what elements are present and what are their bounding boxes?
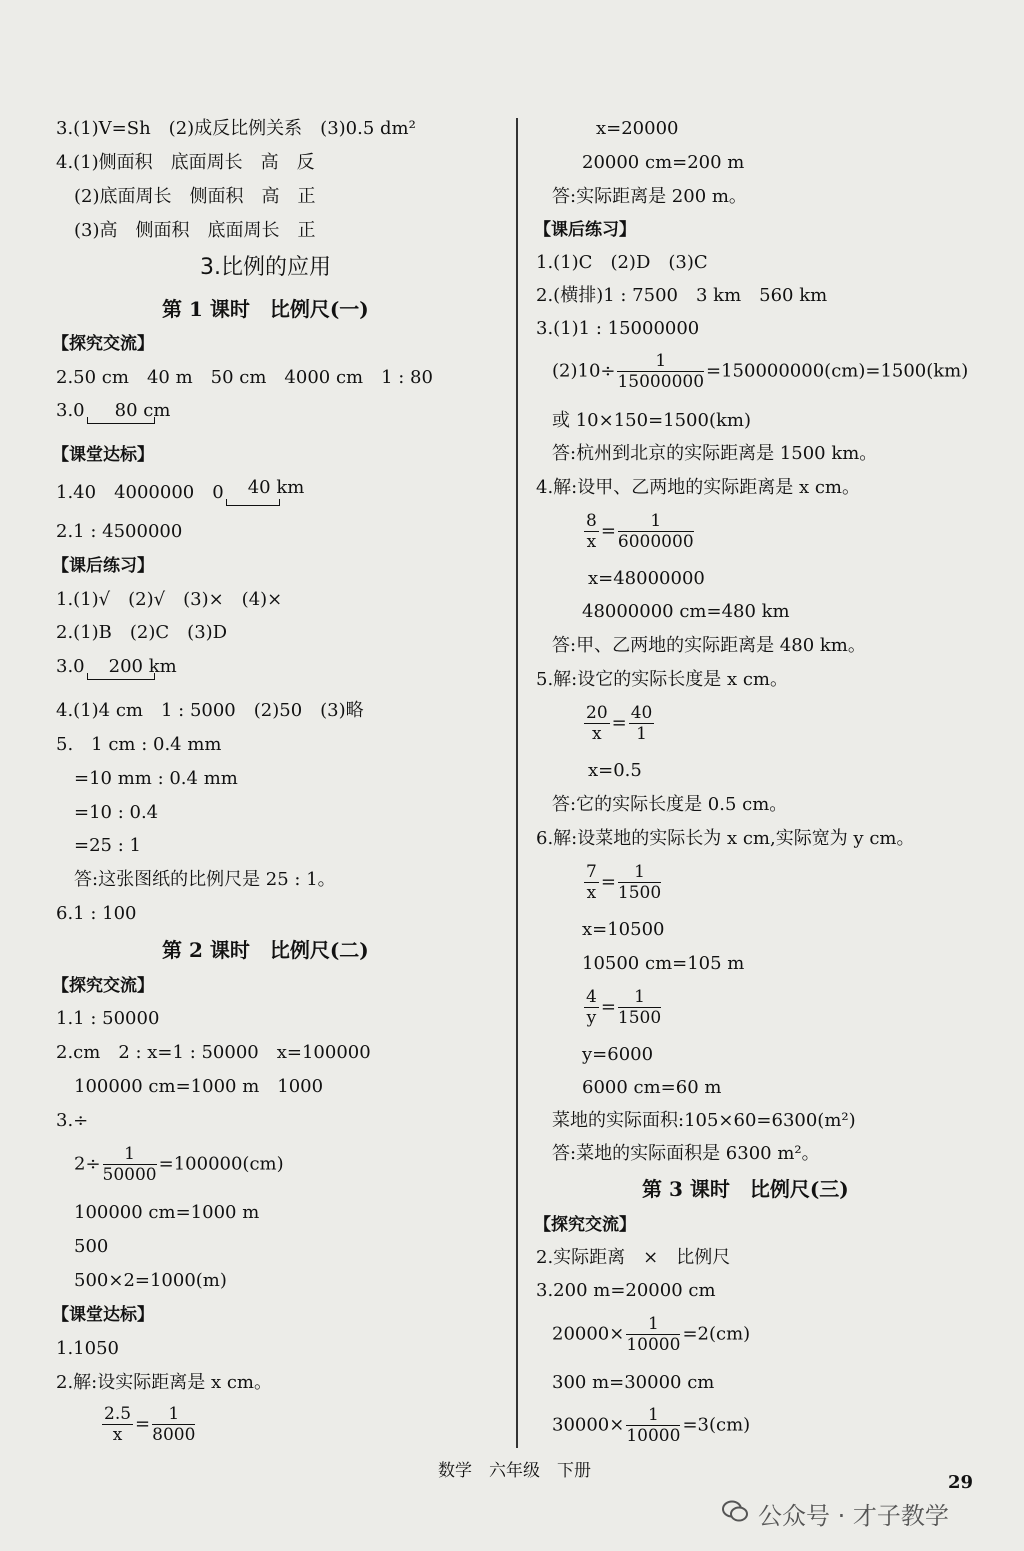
- answer-line: 2.50 cm 40 m 50 cm 4000 cm 1 : 80: [56, 367, 433, 388]
- answer-line: 300 m=30000 cm: [552, 1372, 715, 1393]
- scale-label: 80 cm: [114, 400, 171, 421]
- answer-text: 1.40 4000000: [56, 482, 195, 503]
- fraction-denominator: 1500: [617, 1008, 662, 1028]
- scale-zero: 0: [212, 482, 224, 503]
- answer-line: (3)高 侧面积 底面周长 正: [74, 220, 316, 241]
- fraction-numerator: 1: [618, 987, 661, 1008]
- answer-line: 菜地的实际面积:105×60=6300(m²): [552, 1110, 856, 1131]
- answer-line: 2.(1)B (2)C (3)D: [56, 622, 228, 643]
- fraction: [103, 1144, 157, 1185]
- answer-line: x=0.5: [588, 760, 642, 781]
- section-heading: 【课后练习】: [534, 220, 636, 240]
- fraction: [102, 1404, 133, 1445]
- answer-line: 2.1 : 4500000: [56, 521, 183, 542]
- watermark: 公众号 · 才子教学: [758, 1502, 949, 1530]
- fraction: [626, 1405, 680, 1446]
- section-heading: 【课堂达标】: [52, 1305, 154, 1325]
- fraction-numerator: 1: [618, 862, 661, 883]
- fraction-numerator: 1: [152, 1404, 195, 1425]
- fraction: [618, 511, 694, 552]
- answer-line: y=6000: [582, 1044, 654, 1065]
- fraction-denominator: 1: [636, 724, 647, 744]
- formula-line: [74, 1144, 284, 1185]
- answer-line: 答:这张图纸的比例尺是 25 : 1。: [74, 869, 336, 890]
- fraction-numerator: 8: [586, 511, 597, 531]
- fraction-denominator: x: [112, 1425, 123, 1445]
- answer-line: 10500 cm=105 m: [582, 953, 745, 974]
- fraction-denominator: 50000: [102, 1165, 157, 1185]
- fraction: [584, 862, 599, 903]
- answer-line: [56, 400, 171, 422]
- answer-line: 1.1050: [56, 1338, 119, 1359]
- fraction-denominator: 8000: [152, 1425, 196, 1445]
- fraction-denominator: y: [586, 1008, 597, 1028]
- fraction-denominator: 6000000: [617, 532, 694, 552]
- fraction-numerator: 1: [103, 1144, 157, 1165]
- answer-line: 4.解:设甲、乙两地的实际距离是 x cm。: [536, 477, 860, 498]
- fraction: [617, 351, 704, 392]
- scale-bar: [224, 477, 305, 504]
- answer-line: 48000000 cm=480 km: [582, 601, 790, 622]
- section-heading: 【探究交流】: [52, 976, 154, 996]
- section-heading: 【课后练习】: [52, 556, 154, 576]
- formula-text: =3(cm): [682, 1414, 751, 1436]
- fraction-numerator: 1: [618, 511, 694, 532]
- formula-line: $\frac{4}{y}$ = $\frac{1}{1500}$: [586, 987, 662, 1028]
- scale-zero: 3.0: [56, 656, 85, 677]
- fraction: [629, 703, 655, 744]
- answer-line: 100000 cm=1000 m: [74, 1202, 260, 1223]
- chapter-title: 3.比例的应用: [200, 255, 331, 280]
- lesson-heading: 第 1 课时 比例尺(一): [162, 297, 369, 321]
- answer-line: 答:杭州到北京的实际距离是 1500 km。: [552, 443, 878, 464]
- lesson-heading: 第 3 课时 比例尺(三): [642, 1177, 849, 1201]
- fraction: [584, 703, 610, 744]
- answer-line: 2.实际距离 × 比例尺: [536, 1247, 731, 1268]
- answer-line: 答:它的实际长度是 0.5 cm。: [552, 794, 788, 815]
- answer-line: 2.解:设实际距离是 x cm。: [56, 1372, 272, 1393]
- section-heading: 【探究交流】: [534, 1215, 636, 1235]
- scale-bar: [85, 656, 177, 678]
- lesson-heading: 第 2 课时 比例尺(二): [162, 938, 369, 962]
- answer-line: 1.1 : 50000: [56, 1008, 160, 1029]
- answer-line: 5.解:设它的实际长度是 x cm。: [536, 669, 788, 690]
- answer-line: [56, 656, 177, 678]
- answer-line: 4.(1)4 cm 1 : 5000 (2)50 (3)略: [56, 700, 364, 721]
- fraction-denominator: 15000000: [617, 372, 705, 392]
- answer-line: x=48000000: [588, 568, 705, 589]
- scale-bar: [85, 400, 171, 422]
- answer-line: 3.(1)V=Sh (2)成反比例关系 (3)0.5 dm²: [56, 118, 416, 139]
- formula-text: 2÷: [74, 1153, 101, 1175]
- fraction-denominator: x: [592, 724, 602, 744]
- formula-text: 30000×: [552, 1414, 625, 1436]
- answer-line: =10 mm : 0.4 mm: [74, 768, 238, 789]
- fraction-numerator: 7: [586, 862, 597, 882]
- answer-line: 3.200 m=20000 cm: [536, 1280, 716, 1301]
- answer-line: 1.(1)√ (2)√ (3)× (4)×: [56, 589, 283, 610]
- answer-line: 5. 1 cm : 0.4 mm: [56, 734, 222, 755]
- scale-zero: 3.0: [56, 400, 85, 421]
- formula-line: $\frac{20}{x}$ = $\frac{40}{1}$: [586, 703, 653, 744]
- formula-line: $\frac{2.5}{x}$ = $\frac{1}{8000}$: [104, 1404, 196, 1445]
- page-number: 29: [948, 1472, 974, 1493]
- formula-text: =2(cm): [682, 1323, 751, 1345]
- fraction-denominator: x: [586, 883, 597, 903]
- formula-line: [552, 1314, 750, 1355]
- fraction-numerator: 1: [617, 351, 704, 372]
- fraction-numerator: 20: [586, 703, 608, 723]
- formula-line: $\frac{8}{x}$ = $\frac{1}{6000000}$: [586, 511, 694, 552]
- fraction-numerator: 4: [586, 987, 597, 1007]
- answer-line: 500×2=1000(m): [74, 1270, 227, 1291]
- formula-text: (2)10÷: [552, 360, 616, 382]
- answer-line: 2.(横排)1 : 7500 3 km 560 km: [536, 285, 828, 306]
- formula-line: [552, 351, 968, 392]
- formula-text: =150000000(cm)=1500(km): [706, 360, 969, 382]
- fraction: [584, 511, 599, 552]
- answer-line: =25 : 1: [74, 835, 141, 856]
- answer-line: 答:实际距离是 200 m。: [552, 186, 747, 207]
- answer-line: 答:甲、乙两地的实际距离是 480 km。: [552, 635, 866, 656]
- fraction-denominator: x: [586, 532, 597, 552]
- fraction: [618, 862, 661, 903]
- scale-label: 40 km: [247, 477, 305, 498]
- answer-line: 3.÷: [56, 1110, 89, 1131]
- answer-line: 2.cm 2 : x=1 : 50000 x=100000: [56, 1042, 371, 1063]
- fraction-denominator: 1500: [617, 883, 662, 903]
- answer-line: 500: [74, 1236, 109, 1257]
- answer-line: x=10500: [582, 919, 665, 940]
- fraction: [152, 1404, 195, 1445]
- fraction: [618, 987, 661, 1028]
- formula-text: =100000(cm): [158, 1153, 284, 1175]
- section-heading: 【课堂达标】: [52, 445, 154, 465]
- answer-line: 100000 cm=1000 m 1000: [74, 1076, 324, 1097]
- fraction-denominator: 10000: [626, 1426, 681, 1446]
- fraction-denominator: 10000: [626, 1335, 681, 1355]
- answer-line: 6.1 : 100: [56, 903, 137, 924]
- fraction-numerator: 1: [626, 1405, 680, 1426]
- answer-line: 或 10×150=1500(km): [552, 410, 751, 431]
- fraction-numerator: 2.5: [104, 1404, 132, 1424]
- answer-line: =10 : 0.4: [74, 802, 159, 823]
- answer-line: 1.(1)C (2)D (3)C: [536, 252, 708, 273]
- fraction-numerator: 1: [626, 1314, 680, 1335]
- section-heading: 【探究交流】: [52, 334, 154, 354]
- fraction-numerator: 40: [630, 703, 653, 723]
- fraction: [626, 1314, 680, 1355]
- answer-line: 答:菜地的实际面积是 6300 m²。: [552, 1143, 820, 1164]
- fraction: [584, 987, 599, 1028]
- answer-line: 20000 cm=200 m: [582, 152, 745, 173]
- formula-line: $\frac{7}{x}$ = $\frac{1}{1500}$: [586, 862, 662, 903]
- answer-line: [56, 477, 305, 504]
- answer-line: 3.(1)1 : 15000000: [536, 318, 700, 339]
- answer-line: (2)底面周长 侧面积 高 正: [74, 186, 316, 207]
- scale-label: 200 km: [108, 656, 177, 677]
- wechat-icon: [722, 1500, 748, 1522]
- formula-text: 20000×: [552, 1323, 625, 1345]
- answer-line: 6.解:设菜地的实际长为 x cm,实际宽为 y cm。: [536, 828, 915, 849]
- answer-line: 6000 cm=60 m: [582, 1077, 722, 1098]
- page-footer: 数学 六年级 下册: [438, 1461, 591, 1481]
- column-divider: [516, 118, 518, 1448]
- formula-line: [552, 1405, 750, 1446]
- answer-line: 4.(1)侧面积 底面周长 高 反: [56, 152, 315, 173]
- answer-line: x=20000: [596, 118, 679, 139]
